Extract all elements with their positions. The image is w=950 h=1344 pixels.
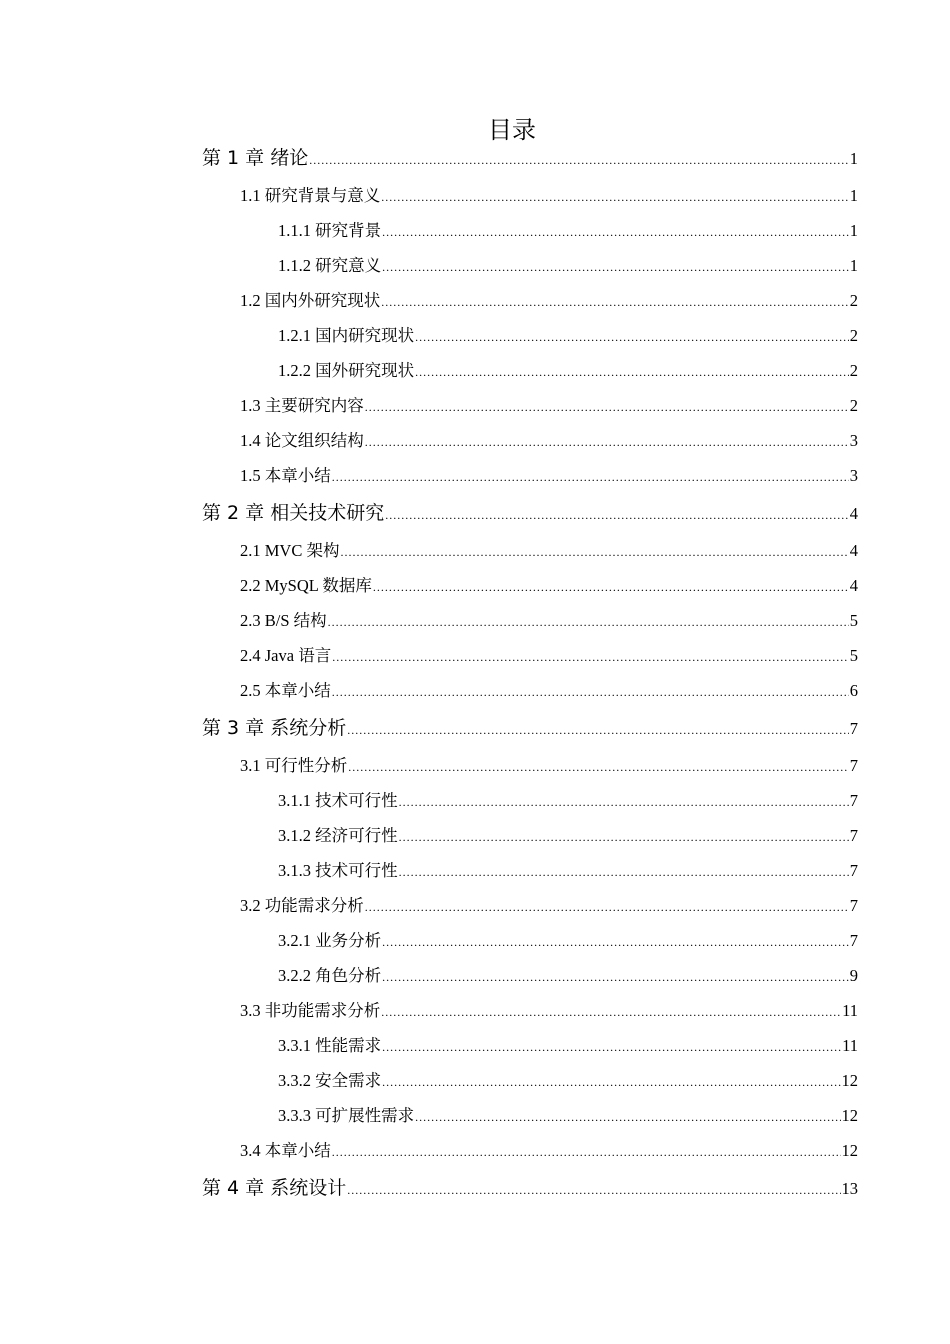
dot-leader [332, 645, 849, 669]
toc-title: 目录 [488, 116, 536, 144]
dot-leader [382, 255, 849, 279]
dot-leader [328, 610, 849, 634]
toc-entry-page-number: 2 [849, 360, 858, 380]
toc-entry-page-number: 12 [841, 1070, 858, 1090]
toc-entry-page-number: 1 [849, 255, 858, 275]
dot-leader [382, 1070, 840, 1094]
toc-entry[interactable] [278, 859, 858, 884]
dot-leader [332, 680, 849, 704]
toc-entry-label: 3.3.1 性能需求 [278, 1035, 382, 1055]
dot-leader [382, 1035, 841, 1059]
toc-entry[interactable] [278, 964, 858, 989]
toc-entry-label: 3.3.2 安全需求 [278, 1070, 382, 1090]
toc-entry-page-number: 2 [849, 395, 858, 415]
dot-leader [347, 1178, 840, 1202]
dot-leader [332, 1140, 841, 1164]
toc-entry[interactable] [278, 324, 858, 349]
dot-leader [340, 540, 848, 564]
toc-entry-page-number: 4 [849, 504, 858, 523]
toc-entry-page-number: 6 [849, 680, 858, 700]
toc-entry-label: 3.3.3 可扩展性需求 [278, 1105, 415, 1125]
toc-entry-label: 第 3 章 系统分析 [202, 717, 347, 739]
dot-leader [332, 465, 849, 489]
toc-entry-page-number: 1 [849, 149, 858, 168]
toc-entry-label: 3.2 功能需求分析 [240, 895, 364, 915]
toc-entry-page-number: 7 [849, 719, 858, 738]
dot-leader [415, 1105, 840, 1129]
toc-entry[interactable] [240, 644, 858, 669]
toc-entry-page-number: 3 [849, 430, 858, 450]
toc-chapter-entry[interactable] [202, 716, 858, 742]
toc-entry-label: 3.4 本章小结 [240, 1140, 331, 1160]
dot-leader [365, 395, 849, 419]
toc-entry-label: 3.3 非功能需求分析 [240, 1000, 381, 1020]
toc-entry-page-number: 2 [849, 290, 858, 310]
dot-leader [415, 360, 849, 384]
toc-entry-label: 3.1 可行性分析 [240, 755, 348, 775]
toc-entry[interactable] [240, 999, 858, 1024]
toc-entry-page-number: 1 [849, 185, 858, 205]
toc-entry[interactable] [278, 219, 858, 244]
toc-entry-label: 1.2 国内外研究现状 [240, 290, 381, 310]
toc-entry-label: 1.2.2 国外研究现状 [278, 360, 415, 380]
dot-leader [382, 930, 849, 954]
toc-entry-page-number: 7 [849, 825, 858, 845]
toc-entry[interactable] [240, 429, 858, 454]
toc-entry[interactable] [240, 289, 858, 314]
dot-leader [415, 325, 849, 349]
toc-chapter-entry[interactable] [202, 146, 858, 172]
toc-entry[interactable] [240, 394, 858, 419]
dot-leader [382, 965, 849, 989]
toc-entry[interactable] [240, 1139, 858, 1164]
toc-entry-label: 第 4 章 系统设计 [202, 1177, 347, 1199]
toc-entry[interactable] [278, 824, 858, 849]
toc-entry[interactable] [240, 184, 858, 209]
toc-entry-label: 3.2.1 业务分析 [278, 930, 382, 950]
toc-entry-label: 2.3 B/S 结构 [240, 610, 327, 630]
toc-entry-page-number: 12 [841, 1105, 858, 1125]
toc-entry-label: 3.1.2 经济可行性 [278, 825, 398, 845]
toc-entry-page-number: 5 [849, 610, 858, 630]
toc-entry-label: 1.1.2 研究意义 [278, 255, 382, 275]
toc-entry-page-number: 7 [849, 790, 858, 810]
toc-entry[interactable] [240, 464, 858, 489]
toc-entry-page-number: 9 [849, 965, 858, 985]
toc-entry-page-number: 5 [849, 645, 858, 665]
toc-entry-page-number: 7 [849, 860, 858, 880]
toc-entry-page-number: 7 [849, 930, 858, 950]
dot-leader [381, 1000, 841, 1024]
toc-entry[interactable] [240, 574, 858, 599]
dot-leader [381, 185, 849, 209]
toc-entry[interactable] [240, 754, 858, 779]
dot-leader [399, 825, 849, 849]
dot-leader [382, 220, 849, 244]
toc-entry-page-number: 11 [842, 1000, 858, 1020]
toc-entry[interactable] [240, 539, 858, 564]
toc-entry-page-number: 3 [849, 465, 858, 485]
toc-entry-label: 1.1 研究背景与意义 [240, 185, 381, 205]
toc-entry-page-number: 4 [849, 575, 858, 595]
dot-leader [399, 790, 849, 814]
toc-entry-label: 1.5 本章小结 [240, 465, 331, 485]
toc-entry[interactable] [240, 609, 858, 634]
toc-entry-label: 3.1.3 技术可行性 [278, 860, 398, 880]
toc-entry-page-number: 13 [841, 1179, 858, 1198]
toc-entry[interactable] [278, 1034, 858, 1059]
toc-entry-label: 3.1.1 技术可行性 [278, 790, 398, 810]
toc-entry-page-number: 7 [849, 895, 858, 915]
toc-entry[interactable] [240, 679, 858, 704]
toc-entry[interactable] [278, 929, 858, 954]
toc-entry-label: 1.1.1 研究背景 [278, 220, 382, 240]
dot-leader [365, 430, 849, 454]
toc-entry[interactable] [278, 254, 858, 279]
toc-entry[interactable] [278, 789, 858, 814]
toc-entry[interactable] [278, 1069, 858, 1094]
dot-leader [348, 755, 849, 779]
toc-entry-label: 1.3 主要研究内容 [240, 395, 364, 415]
toc-chapter-entry[interactable] [202, 1176, 858, 1202]
toc-entry[interactable] [278, 359, 858, 384]
toc-entry-page-number: 12 [841, 1140, 858, 1160]
toc-entry-label: 2.4 Java 语言 [240, 645, 332, 665]
toc-entry-label: 1.4 论文组织结构 [240, 430, 364, 450]
toc-entry[interactable] [240, 894, 858, 919]
toc-entry-label: 2.1 MVC 架构 [240, 540, 340, 560]
toc-entry-label: 第 2 章 相关技术研究 [202, 502, 385, 524]
dot-leader [399, 860, 849, 884]
toc-chapter-entry[interactable] [202, 501, 858, 527]
dot-leader [385, 503, 849, 527]
dot-leader [381, 290, 849, 314]
toc-entry-page-number: 1 [849, 220, 858, 240]
toc-entry[interactable] [278, 1104, 858, 1129]
toc-entry-page-number: 2 [849, 325, 858, 345]
toc-entry-label: 2.2 MySQL 数据库 [240, 575, 372, 595]
dot-leader [347, 718, 849, 742]
toc-entry-page-number: 4 [849, 540, 858, 560]
dot-leader [309, 148, 849, 172]
toc-entry-label: 2.5 本章小结 [240, 680, 331, 700]
toc-entry-page-number: 11 [842, 1035, 858, 1055]
dot-leader [373, 575, 849, 599]
toc-entry-label: 3.2.2 角色分析 [278, 965, 382, 985]
toc-entry-page-number: 7 [849, 755, 858, 775]
dot-leader [365, 895, 849, 919]
toc-entry-label: 第 1 章 绪论 [202, 147, 309, 169]
toc-entry-label: 1.2.1 国内研究现状 [278, 325, 415, 345]
